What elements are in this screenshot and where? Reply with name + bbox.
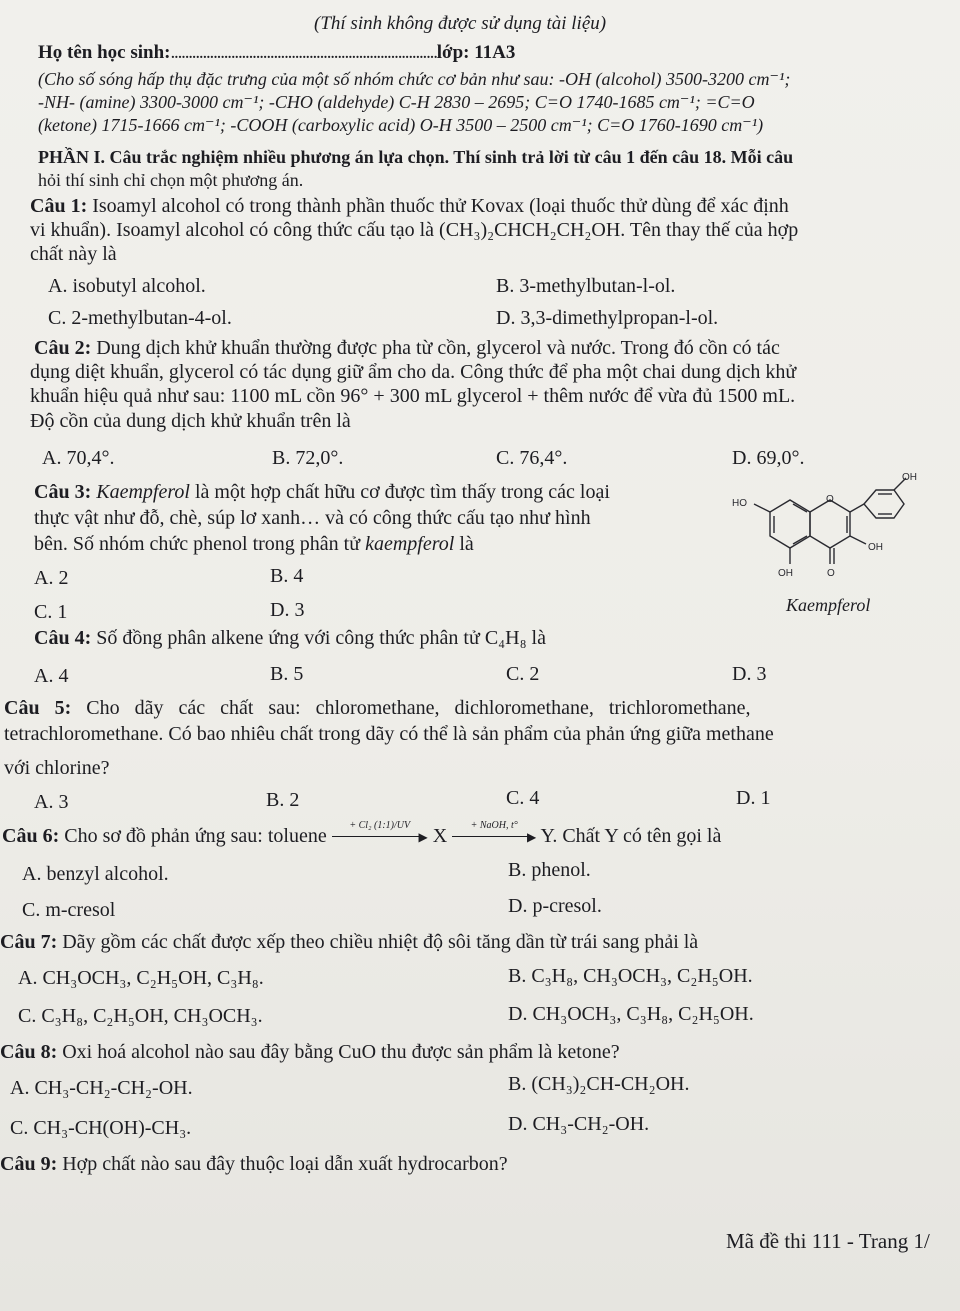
mol-o-keto: O [827, 568, 835, 579]
q3-kaempferol-1: Kaempferol [96, 481, 190, 503]
q8-option-d[interactable]: D. CH₃-CH₂-OH. [508, 1113, 650, 1135]
q3-line-3 [34, 532, 474, 556]
q5-line-2: tetrachloromethane. Có bao nhiêu chất trong dãy có thể là sản phẩm của phản ứng giữa methane [4, 723, 774, 745]
q1-line-3: chất này là [30, 243, 117, 265]
name-label: Họ tên học sinh: [38, 42, 171, 63]
q6-line [2, 820, 722, 848]
q5-option-c[interactable]: C. 4 [506, 787, 540, 809]
q8-line [0, 1040, 620, 1064]
q6-x: X [432, 825, 448, 847]
q4-line [34, 626, 546, 650]
q2-option-b[interactable]: B. 72,0°. [272, 447, 344, 469]
q1-option-c[interactable]: C. 2-methylbutan-4-ol. [48, 307, 232, 329]
q8-text: Oxi hoá alcohol nào sau đây bằng CuO thu được sản phẩm là ketone? [62, 1041, 620, 1063]
q5-label: Câu 5: [4, 697, 72, 719]
arrow-2-shaft [452, 836, 530, 837]
q7-text: Dãy gồm các chất được xếp theo chiều nhiệt độ sôi tăng dần từ trái sang phải là [62, 931, 699, 953]
arrow-1-head: ▶ [418, 830, 428, 844]
q6-condition-1: + Cl₂ (1:1)/UV [349, 820, 411, 831]
class-label: lớp: 11A3 [436, 42, 516, 63]
q7-option-a[interactable]: A. CH₃OCH₃, C₂H₅OH, C₃H₈. [18, 967, 264, 989]
q5-line-3: với chlorine? [4, 757, 110, 779]
q1-line-2: vi khuẩn). Isoamyl alcohol có công thức cấu tạo là (CH₃)₂CHCH₂CH₂OH. Tên thay thế của hợp [30, 219, 799, 241]
q2-label: Câu 2: [34, 337, 92, 359]
page-footer: Mã đề thi 111 - Trang 1/ [726, 1229, 930, 1253]
ir-info-line-1: (Cho số sóng hấp thụ đặc trưng của một số nhóm chức cơ bản như sau: -OH (alcohol) 3500-3200 cm⁻¹; [38, 69, 791, 89]
q6-option-d[interactable]: D. p-cresol. [508, 895, 602, 917]
q6-label: Câu 6: [2, 825, 60, 847]
q2-line-1 [34, 336, 780, 360]
q3-text-3-end: là [459, 533, 474, 555]
arrow-1-shaft [332, 836, 422, 837]
q4-text: Số đồng phân alkene ứng với công thức phân tử C₄H₈ là [96, 627, 546, 649]
q4-option-b[interactable]: B. 5 [270, 663, 304, 685]
part1-title [38, 145, 793, 169]
q1-option-b[interactable]: B. 3-methylbutan-l-ol. [496, 275, 676, 297]
q7-label: Câu 7: [0, 931, 58, 953]
q4-option-d[interactable]: D. 3 [732, 663, 767, 685]
kaempferol-bonds [754, 478, 906, 564]
q6-text-start: Cho sơ đồ phản ứng sau: toluene [64, 825, 327, 847]
q8-label: Câu 8: [0, 1041, 58, 1063]
kaempferol-structure [718, 470, 918, 588]
q3-text-1: là một hợp chất hữu cơ được tìm thấy trong các loại [194, 481, 610, 503]
q2-option-c[interactable]: C. 76,4°. [496, 447, 568, 469]
q5-line-1 [4, 696, 750, 720]
q2-line-3: khuẩn hiệu quả như sau: 1100 mL cồn 96° + 300 mL glycerol + thêm nước để vừa đủ 1500 mL. [30, 385, 796, 407]
q9-text: Hợp chất nào sau đây thuộc loại dẫn xuất hydrocarbon? [62, 1153, 508, 1175]
q6-condition-2: + NaOH, t° [470, 820, 518, 831]
q3-option-d[interactable]: D. 3 [270, 599, 305, 621]
q5-option-a[interactable]: A. 3 [34, 791, 69, 813]
q6-option-c[interactable]: C. m-cresol [22, 899, 116, 921]
ir-info-line-2: -NH- (amine) 3300-3000 cm⁻¹; -CHO (aldehyde) C-H 2830 – 2695; C=O 1740-1685 cm⁻¹; =C=O [38, 92, 755, 112]
q3-line-1 [34, 480, 610, 504]
q9-label: Câu 9: [0, 1153, 58, 1175]
q2-option-a[interactable]: A. 70,4°. [42, 447, 115, 469]
q2-text-1: Dung dịch khử khuẩn thường được pha từ cồn, glycerol và nước. Trong đó cồn có tác [96, 337, 780, 359]
name-blank: ........................................................................... [170, 42, 437, 63]
kaempferol-caption: Kaempferol [786, 595, 871, 615]
q3-line-2: thực vật như đỗ, chè, súp lơ xanh… và có công thức cấu tạo như hình [34, 507, 591, 529]
q4-option-c[interactable]: C. 2 [506, 663, 540, 685]
q3-option-c[interactable]: C. 1 [34, 601, 68, 623]
q3-label: Câu 3: [34, 481, 92, 503]
q5-option-d[interactable]: D. 1 [736, 787, 771, 809]
q4-label: Câu 4: [34, 627, 92, 649]
part1-subtitle: hỏi thí sinh chỉ chọn một phương án. [38, 170, 304, 190]
q3-option-b[interactable]: B. 4 [270, 565, 304, 587]
q2-line-4: Độ cồn của dung dịch khử khuẩn trên là [30, 410, 351, 432]
reaction-arrow-2 [452, 820, 537, 844]
q1-line-1 [30, 194, 789, 218]
q4-option-a[interactable]: A. 4 [34, 665, 69, 687]
q9-line [0, 1152, 508, 1176]
q2-line-2: dụng diệt khuẩn, glycerol có tác dụng giữ ẩm cho da. Công thức để pha một chai dung dịch khử [30, 361, 797, 383]
no-materials-note: (Thí sinh không được sử dụng tài liệu) [314, 13, 607, 34]
mol-o-ring: O [826, 494, 834, 505]
q3-kaempferol-2: kaempferol [365, 533, 455, 555]
mol-oh-right: OH [868, 542, 883, 553]
reaction-arrow-1 [332, 820, 428, 844]
q5-option-b[interactable]: B. 2 [266, 789, 300, 811]
ir-info-line-3: (ketone) 1715-1666 cm⁻¹; -COOH (carboxylic acid) O-H 3500 – 2500 cm⁻¹; C=O 1760-1690 cm⁻¹) [38, 115, 764, 135]
mol-oh-top: OH [902, 472, 917, 483]
mol-ho: HO [732, 498, 747, 509]
part1-title-text: PHẦN I. Câu trắc nghiệm nhiều phương án lựa chọn. Thí sinh trả lời từ câu 1 đến câu 18. Mỗi câu [38, 147, 794, 167]
q5-text-1: Cho dãy các chất sau: chloromethane, dichloromethane, trichloromethane, [86, 697, 751, 719]
q2-option-d[interactable]: D. 69,0°. [732, 447, 805, 469]
q8-option-b[interactable]: B. (CH₃)₂CH-CH₂OH. [508, 1073, 690, 1095]
mol-oh-bottom: OH [778, 568, 793, 579]
q6-option-a[interactable]: A. benzyl alcohol. [22, 863, 169, 885]
student-name-label [38, 41, 515, 65]
q7-option-d[interactable]: D. CH₃OCH₃, C₃H₈, C₂H₅OH. [508, 1003, 754, 1025]
q8-option-a[interactable]: A. CH₃-CH₂-CH₂-OH. [10, 1077, 193, 1099]
q7-option-b[interactable]: B. C₃H₈, CH₃OCH₃, C₂H₅OH. [508, 965, 753, 987]
q1-text-1: Isoamyl alcohol có trong thành phần thuốc thử Kovax (loại thuốc thử dùng để xác định [92, 195, 789, 217]
q1-option-a[interactable]: A. isobutyl alcohol. [48, 275, 206, 297]
q7-option-c[interactable]: C. C₃H₈, C₂H₅OH, CH₃OCH₃. [18, 1005, 263, 1027]
arrow-2-head: ▶ [526, 830, 537, 844]
q1-option-d[interactable]: D. 3,3-dimethylpropan-l-ol. [496, 307, 719, 329]
q6-text-end: Y. Chất Y có tên gọi là [540, 825, 722, 847]
q3-option-a[interactable]: A. 2 [34, 567, 69, 589]
q8-option-c[interactable]: C. CH₃-CH(OH)-CH₃. [10, 1117, 192, 1139]
q3-text-3: bên. Số nhóm chức phenol trong phân tử [34, 533, 361, 555]
q6-option-b[interactable]: B. phenol. [508, 859, 591, 881]
q1-label: Câu 1: [30, 195, 88, 217]
q7-line [0, 930, 698, 954]
